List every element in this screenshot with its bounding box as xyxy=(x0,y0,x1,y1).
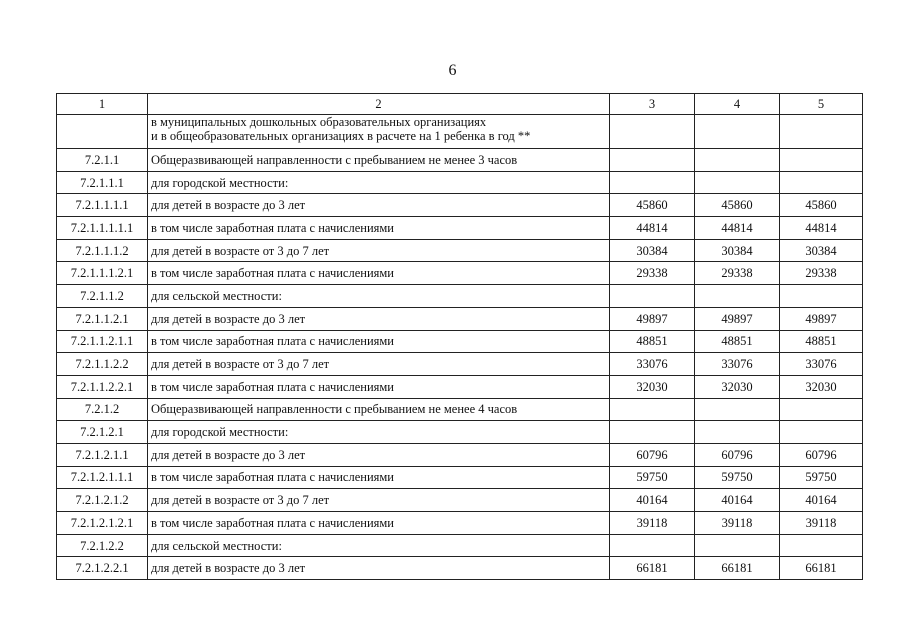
row-code: 7.2.1.1.1.1 xyxy=(57,194,148,217)
row-value-col5 xyxy=(780,534,863,557)
row-value-col5: 60796 xyxy=(780,443,863,466)
row-value-col4: 40164 xyxy=(695,489,780,512)
row-value-col5 xyxy=(780,421,863,444)
table-row xyxy=(57,239,863,262)
row-value-col3: 66181 xyxy=(610,557,695,580)
row-description: для детей в возрасте до 3 лет xyxy=(148,194,610,217)
row-value-col3 xyxy=(610,534,695,557)
row-value-col5: 44814 xyxy=(780,217,863,240)
row-value-col3: 29338 xyxy=(610,262,695,285)
continuation-code xyxy=(57,115,148,149)
row-value-col4: 44814 xyxy=(695,217,780,240)
row-description: Общеразвивающей направленности с пребыванием не менее 3 часов xyxy=(148,149,610,172)
row-value-col3 xyxy=(610,421,695,444)
header-cell-1: 1 xyxy=(57,94,148,115)
row-description: в том числе заработная плата с начислениями xyxy=(148,512,610,535)
row-code: 7.2.1.1.2.2 xyxy=(57,353,148,376)
row-value-col5: 59750 xyxy=(780,466,863,489)
row-value-col4: 59750 xyxy=(695,466,780,489)
row-value-col5: 40164 xyxy=(780,489,863,512)
row-code: 7.2.1.1 xyxy=(57,149,148,172)
table-row xyxy=(57,421,863,444)
row-value-col4 xyxy=(695,421,780,444)
row-description: для детей в возрасте до 3 лет xyxy=(148,557,610,580)
row-value-col3: 33076 xyxy=(610,353,695,376)
row-description: в том числе заработная плата с начислениями xyxy=(148,375,610,398)
row-description: для сельской местности: xyxy=(148,534,610,557)
row-code: 7.2.1.1.2.2.1 xyxy=(57,375,148,398)
row-description: для детей в возрасте от 3 до 7 лет xyxy=(148,353,610,376)
row-value-col5 xyxy=(780,149,863,172)
row-description: для городской местности: xyxy=(148,421,610,444)
continuation-row xyxy=(57,115,863,149)
row-value-col5: 32030 xyxy=(780,375,863,398)
row-description: в том числе заработная плата с начислениями xyxy=(148,217,610,240)
row-description: в том числе заработная плата с начислениями xyxy=(148,466,610,489)
table-body xyxy=(57,149,863,580)
row-value-col3: 40164 xyxy=(610,489,695,512)
table-row xyxy=(57,285,863,308)
table-row xyxy=(57,398,863,421)
table-row xyxy=(57,557,863,580)
row-value-col4: 45860 xyxy=(695,194,780,217)
row-value-col4: 48851 xyxy=(695,330,780,353)
table-row xyxy=(57,194,863,217)
row-value-col5: 66181 xyxy=(780,557,863,580)
row-code: 7.2.1.1.1.2.1 xyxy=(57,262,148,285)
row-code: 7.2.1.2.2.1 xyxy=(57,557,148,580)
row-value-col4 xyxy=(695,149,780,172)
row-description: для детей в возрасте от 3 до 7 лет xyxy=(148,489,610,512)
row-value-col4: 66181 xyxy=(695,557,780,580)
header-cell-3: 3 xyxy=(610,94,695,115)
row-value-col4 xyxy=(695,534,780,557)
row-description: в том числе заработная плата с начислениями xyxy=(148,330,610,353)
table-header-row xyxy=(57,94,863,115)
row-code: 7.2.1.2.1.2 xyxy=(57,489,148,512)
row-value-col5 xyxy=(780,398,863,421)
row-value-col4: 29338 xyxy=(695,262,780,285)
header-cell-5: 5 xyxy=(780,94,863,115)
row-value-col3: 39118 xyxy=(610,512,695,535)
row-value-col4 xyxy=(695,171,780,194)
row-value-col4: 32030 xyxy=(695,375,780,398)
row-description: в том числе заработная плата с начислениями xyxy=(148,262,610,285)
table-row xyxy=(57,330,863,353)
row-value-col4 xyxy=(695,285,780,308)
table-row xyxy=(57,262,863,285)
table-row xyxy=(57,353,863,376)
row-description: для городской местности: xyxy=(148,171,610,194)
row-code: 7.2.1.2.1.1 xyxy=(57,443,148,466)
table-row xyxy=(57,217,863,240)
row-value-col5 xyxy=(780,171,863,194)
row-code: 7.2.1.1.1 xyxy=(57,171,148,194)
row-code: 7.2.1.1.1.2 xyxy=(57,239,148,262)
table-row xyxy=(57,171,863,194)
row-value-col4 xyxy=(695,398,780,421)
row-value-col3 xyxy=(610,285,695,308)
row-code: 7.2.1.1.2.1.1 xyxy=(57,330,148,353)
row-code: 7.2.1.1.2.1 xyxy=(57,307,148,330)
table-row xyxy=(57,489,863,512)
continuation-line-1: в муниципальных дошкольных образовательных организациях xyxy=(151,115,487,129)
table-row xyxy=(57,149,863,172)
row-value-col5: 48851 xyxy=(780,330,863,353)
row-description: для детей в возрасте от 3 до 7 лет xyxy=(148,239,610,262)
row-code: 7.2.1.2 xyxy=(57,398,148,421)
row-value-col3 xyxy=(610,398,695,421)
table-row xyxy=(57,466,863,489)
row-code: 7.2.1.1.2 xyxy=(57,285,148,308)
continuation-value-4 xyxy=(695,115,780,149)
row-value-col4: 33076 xyxy=(695,353,780,376)
row-description: для детей в возрасте до 3 лет xyxy=(148,443,610,466)
continuation-text xyxy=(148,115,610,149)
tariff-table xyxy=(56,93,863,580)
row-value-col3: 30384 xyxy=(610,239,695,262)
row-code: 7.2.1.2.2 xyxy=(57,534,148,557)
table-row xyxy=(57,375,863,398)
header-cell-2: 2 xyxy=(148,94,610,115)
row-value-col5 xyxy=(780,285,863,308)
continuation-value-3 xyxy=(610,115,695,149)
row-value-col3: 59750 xyxy=(610,466,695,489)
row-code: 7.2.1.2.1.2.1 xyxy=(57,512,148,535)
row-value-col4: 49897 xyxy=(695,307,780,330)
table-row xyxy=(57,534,863,557)
row-value-col4: 60796 xyxy=(695,443,780,466)
row-value-col5: 39118 xyxy=(780,512,863,535)
continuation-line-2: и в общеобразовательных организациях в расчете на 1 ребенка в год ** xyxy=(151,129,531,143)
row-value-col3 xyxy=(610,149,695,172)
row-value-col3: 45860 xyxy=(610,194,695,217)
row-value-col3: 60796 xyxy=(610,443,695,466)
row-value-col5: 29338 xyxy=(780,262,863,285)
row-description: для детей в возрасте до 3 лет xyxy=(148,307,610,330)
row-value-col4: 30384 xyxy=(695,239,780,262)
row-value-col5: 30384 xyxy=(780,239,863,262)
row-value-col4: 39118 xyxy=(695,512,780,535)
row-value-col5: 33076 xyxy=(780,353,863,376)
table-row xyxy=(57,307,863,330)
continuation-value-5 xyxy=(780,115,863,149)
table-row xyxy=(57,443,863,466)
row-code: 7.2.1.1.1.1.1 xyxy=(57,217,148,240)
row-value-col5: 45860 xyxy=(780,194,863,217)
row-value-col5: 49897 xyxy=(780,307,863,330)
row-code: 7.2.1.2.1 xyxy=(57,421,148,444)
row-value-col3: 49897 xyxy=(610,307,695,330)
row-value-col3: 48851 xyxy=(610,330,695,353)
row-value-col3 xyxy=(610,171,695,194)
row-value-col3: 44814 xyxy=(610,217,695,240)
header-cell-4: 4 xyxy=(695,94,780,115)
row-value-col3: 32030 xyxy=(610,375,695,398)
row-code: 7.2.1.2.1.1.1 xyxy=(57,466,148,489)
row-description: для сельской местности: xyxy=(148,285,610,308)
page-number: 6 xyxy=(448,62,457,79)
row-description: Общеразвивающей направленности с пребыванием не менее 4 часов xyxy=(148,398,610,421)
table-row xyxy=(57,512,863,535)
